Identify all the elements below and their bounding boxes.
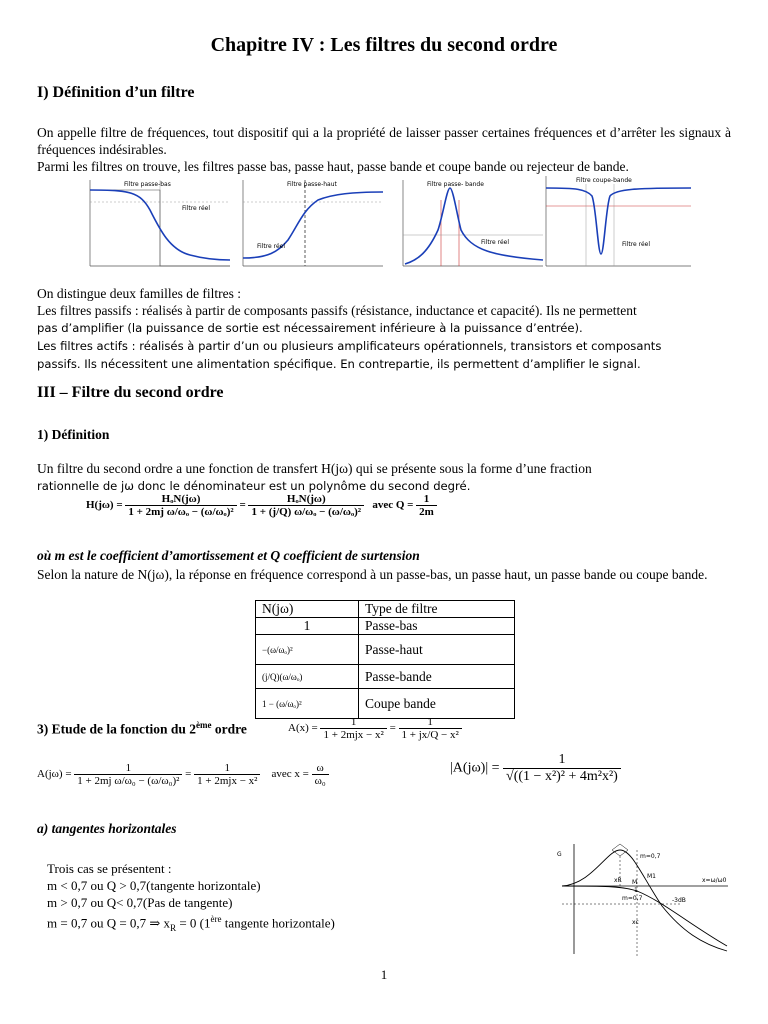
table-row: 1 − (ω/ωₒ)² Coupe bande — [256, 689, 515, 719]
table-row: −(ω/ωₒ)² Passe-haut — [256, 635, 515, 665]
definition-paragraph — [37, 124, 731, 175]
section-heading-second-order: III – Filtre du second ordre — [37, 384, 224, 401]
svg-text:Filtre réel: Filtre réel — [622, 241, 651, 248]
tangentes-heading: a) tangentes horizontales — [37, 821, 177, 836]
graph-title: Filtre coupe-bande — [576, 177, 632, 184]
svg-text:M: M — [632, 879, 638, 886]
table-row: (j/Q)(ω/ωₒ) Passe-bande — [256, 665, 515, 689]
svg-text:m=0,7: m=0,7 — [640, 853, 661, 860]
filter-families: On distingue deux familles de filtres : Les filtres passifs : réalisés à partir de composants passifs (résistance, inductance et capacité). Ils ne permettent pas d’amplifier (la puissance de sortie est nécessairement inférieure à la puissance d’entrée). Les filtres actifs : réalisés à partir d’un ou plusieurs amplificateurs opérationnels, transistors et composants passifs. Ils nécessitent une alimentation spécifique. En contrepartie, ils permettent d’amplifier le signal. — [37, 286, 662, 371]
svg-text:Filtre réel: Filtre réel — [481, 239, 510, 246]
graph-coupe-bande — [546, 176, 691, 266]
ajw-formula: A(jω) = $\frac{1}{\text{1 + 2mj ω/ω₀ − (ω/ω₀)²}}$ = $\frac{1}{\text{1 + 2mjx − x²}}$ avec x = $\frac{\omega}{\text{ω₀}}$ — [37, 762, 329, 787]
table-row: 1 Passe-bas — [256, 618, 515, 635]
filter-types-text: Parmi les filtres on trouve, les filtres passe bas, passe haut, passe bande et coupe bande ou rejecteur de bande. — [37, 159, 629, 174]
page-title: Chapitre IV : Les filtres du second ordre — [210, 34, 558, 56]
graph-passe-bas — [90, 180, 230, 266]
graph-title: Filtre passe- bande — [427, 181, 484, 188]
definition-text: On appelle filtre de fréquences, tout dispositif qui a la propriété de laisser passer certaines fréquences et d’arrêter les signaux à fréquences indésirables. — [37, 125, 731, 157]
ax-formula: A(x) = $\frac{1}{\text{1 + 2mjx − x²}}$ = $\frac{1}{\text{1 + jx/Q − x²}}$ — [288, 716, 462, 741]
svg-text:xR: xR — [614, 877, 622, 884]
svg-text:x=ω/ω0: x=ω/ω0 — [702, 877, 727, 884]
transfer-function-text: Un filtre du second ordre a une fonction de transfert H(jω) qui se présente sous la forme d’une fraction rationnelle de jω donc le dénominateur est un polynôme du second degré. — [37, 461, 592, 493]
svg-text:Filtre réel: Filtre réel — [257, 243, 286, 250]
section-heading-definition: I) Définition d’un filtre — [37, 84, 195, 101]
subheading-definition: 1) Définition — [37, 427, 110, 442]
svg-text:xc: xc — [632, 919, 639, 926]
subheading-study: 3) Etude de la fonction du 2ème ordre — [37, 720, 247, 737]
graph-passe-haut — [243, 180, 383, 266]
graph-title: Filtre passe-haut — [287, 181, 337, 188]
graph-title: Filtre passe-bas — [124, 181, 171, 188]
graph-passe-bande — [403, 180, 543, 266]
modulus-formula: |A(jω)| = $\frac{1}{\text{√((1 − x²)² + 4m²x²)}}$ — [450, 752, 621, 785]
svg-text:-3dB: -3dB — [672, 897, 686, 904]
svg-text:M1: M1 — [647, 873, 656, 880]
table-header-row: N(jω) Type de filtre — [256, 601, 515, 618]
transfer-function-formula: H(jω) = $\frac{\text{HₒN(jω)}}{\text{1 + 2mj ω/ωₒ − (ω/ωₒ)²}}$ = $\frac{\text{HₒN(jω)}}{\text{1 + (j/Q) ω/ωₒ − (ω/ωₒ)²}}$ avec Q = $\frac{1}{2m}$ — [86, 493, 437, 518]
filter-response-graphs — [78, 172, 698, 272]
bode-gain-graph — [552, 836, 742, 956]
damping-note: où m est le coefficient d’amortissement et Q coefficient de surtension — [37, 548, 420, 563]
filter-type-table — [255, 600, 515, 719]
page-number: 1 — [380, 967, 388, 982]
svg-text:m=0,7: m=0,7 — [622, 895, 643, 902]
three-cases: Trois cas se présentent : m < 0,7 ou Q > 0,7(tangente horizontale) m > 0,7 ou Q< 0,7(Pas de tangente) m = 0,7 ou Q = 0,7 ⇒ $x_R = 0$ (1ère tangente horizontale) — [47, 861, 335, 933]
nature-text: Selon la nature de N(jω), la réponse en fréquence correspond à un passe-bas, un passe haut, un passe bande ou coupe bande. — [37, 567, 708, 582]
bode-axis-label: G — [557, 851, 562, 858]
svg-text:Filtre réel: Filtre réel — [182, 205, 211, 212]
svg-text:1: 1 — [634, 887, 638, 894]
